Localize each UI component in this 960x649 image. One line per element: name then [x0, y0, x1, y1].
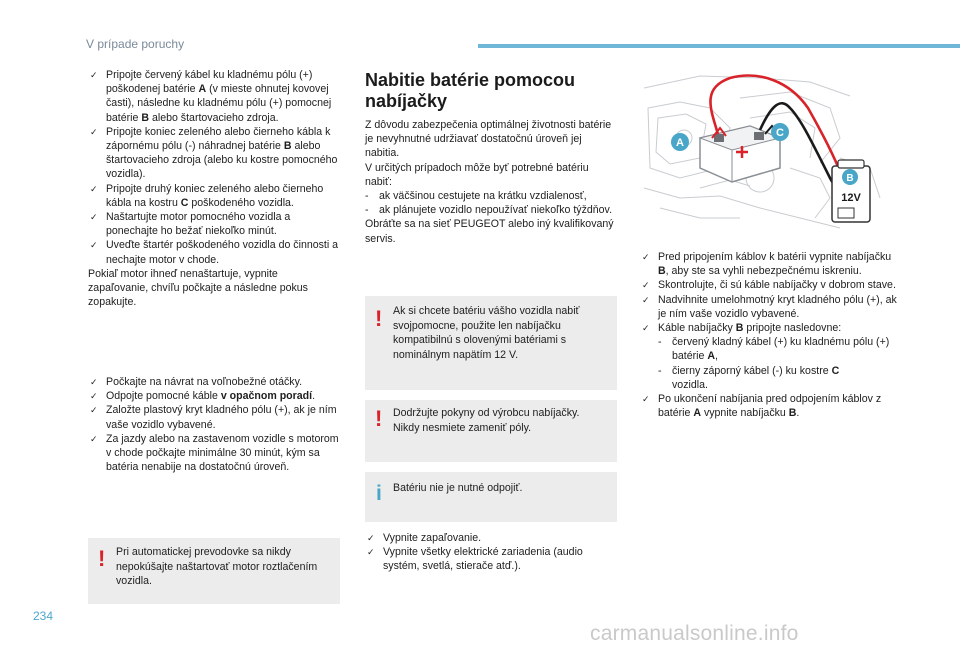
bullet-start-helper: ✓ Naštartujte motor pomocného vozidla a ponechajte ho bežať niekoľko minút.	[90, 211, 291, 238]
bullet-electrics-off: ✓ Vypnite všetky elektrické zariadenia (audio systém, svetlá, stierače atď.).	[367, 546, 583, 573]
label-c	[771, 123, 789, 141]
paragraph-intro: Z dôvodu zabezpečenia optimálnej životnosti batérie je nevyhnutné udržiavať dostatočnú úroveň jej nabitia.	[365, 119, 612, 160]
label-c-text: C	[776, 127, 784, 139]
label-a-text: A	[676, 137, 684, 149]
paragraph-retry: Pokiaľ motor ihneď nenaštartuje, vypnite zapaľovanie, chvíľu počkajte a následne pokus zopakujte.	[88, 267, 308, 309]
page-number: 234	[33, 609, 54, 623]
battery-charger-diagram	[640, 68, 884, 236]
header-accent-bar	[478, 44, 960, 48]
warning-text: Dodržujte pokyny od výrobcu nabíjačky. Nikdy nesmiete zameniť póly.	[393, 407, 580, 434]
paragraph-when: V určitých prípadoch môže byť potrebné batériu nabiť:	[365, 161, 589, 188]
bullet-cover: ✓ Založte plastový kryt kladného pólu (+), ak je ním vaše vozidlo vybavené.	[90, 404, 337, 431]
bullet-connect-black: ✓ Pripojte koniec zeleného alebo čierneho kábla k zápornému pólu (-) náhradnej batérie B alebo štartovacieho zdroja (alebo ku kostre pomocného vozidla).	[90, 125, 338, 181]
warning-exclamation-icon: !	[375, 306, 383, 331]
left-column	[88, 68, 340, 309]
label-b-text: B	[846, 173, 854, 184]
label-a	[671, 133, 689, 151]
dash-not-used: - ak plánujete vozidlo nepoužívať niekoľko týždňov.	[365, 204, 613, 217]
section-header-title: V prípade poruchy	[86, 37, 185, 51]
charger-voltage-label: 12V	[841, 192, 861, 204]
info-box-disconnect	[365, 472, 617, 522]
watermark: carmanualsonline.info	[590, 622, 799, 645]
bullet-check-cables: ✓ Skontrolujte, či sú káble nabíjačky v dobrom stave.	[642, 279, 896, 292]
dash-red-cable: - červený kladný kábel (+) ku kladnému pólu (+) batérie A,	[658, 336, 890, 363]
info-text: Batériu nie je nutné odpojiť.	[393, 482, 523, 494]
dash-short-trips: - ak väčšinou cestujete na krátku vzdialenosť,	[365, 190, 587, 203]
info-icon: i	[376, 482, 382, 505]
warning-box-automatic	[88, 538, 340, 604]
bullet-charger-off: ✓ Pred pripojením káblov k batérii vypnite nabíjačku B, aby ste sa vyhli nebezpečnému iskreniu.	[642, 251, 892, 278]
label-b	[842, 169, 858, 185]
warning-box-charger	[365, 296, 617, 390]
bullet-disconnect: ✓ Odpojte pomocné káble v opačnom poradí.	[90, 390, 316, 403]
bullet-wait: ✓ Za jazdy alebo na zastavenom vozidle s motorom v chode počkajte minimálne 30 minút, kým sa batéria nenabije na dostatočnú úroveň.	[90, 432, 339, 474]
bullet-lift-cover: ✓ Nadvihnite umelohmotný kryt kladného pólu (+), ak je ním vaše vozidlo vybavené.	[642, 293, 897, 320]
bullet-ignition-off: ✓ Vypnite zapaľovanie.	[367, 532, 482, 544]
battery	[700, 126, 780, 182]
section-title: Nabitie batérie pomocou nabíjačky	[365, 70, 576, 111]
warning-exclamation-icon: !	[375, 406, 383, 431]
bullet-connect-ground: ✓ Pripojte druhý koniec zeleného alebo čierneho kábla na kostru C poškodeného vozidla.	[90, 182, 324, 209]
bullet-idle: ✓ Počkajte na návrat na voľnobežné otáčky.	[90, 376, 303, 388]
right-column	[640, 250, 902, 420]
bullet-connect-cables: ✓ Káble nabíjačky B pripojte nasledovne:	[642, 322, 842, 335]
bullet-start-damaged: ✓ Uveďte štartér poškodeného vozidla do činnosti a nechajte motor v chode.	[90, 239, 339, 266]
bullet-after-charging: ✓ Po ukončení nabíjania pred odpojením káblov z batérie A vypnite nabíjačku B.	[642, 393, 882, 420]
bullet-connect-red: ✓ Pripojte červený kábel ku kladnému pólu (+) poškodenej batérie A (v mieste ohnutej kovovej časti), následne ku kladnému pólu (+) pomocnej batérie B alebo štartovacieho zdroja.	[90, 69, 332, 124]
left-column-lower	[88, 375, 340, 474]
dash-black-cable: - čierny záporný kábel (-) ku kostre C vozidla.	[658, 364, 840, 391]
warning-box-polarity	[365, 400, 617, 462]
warning-text: Ak si chcete batériu vášho vozidla nabiť svojpomocne, použite len nabíjačku kompatibilnú s olovenými batériami s nominálnym napätím 12 V.	[393, 305, 580, 361]
warning-exclamation-icon: !	[98, 546, 106, 571]
middle-column-lower	[365, 531, 617, 574]
paragraph-service: Obráťte sa na sieť PEUGEOT alebo iný kvalifikovaný servis.	[365, 218, 614, 245]
warning-text: Pri automatickej prevodovke sa nikdy nepokúšajte naštartovať motor roztlačením vozidla.	[116, 546, 318, 588]
middle-column	[365, 118, 617, 246]
